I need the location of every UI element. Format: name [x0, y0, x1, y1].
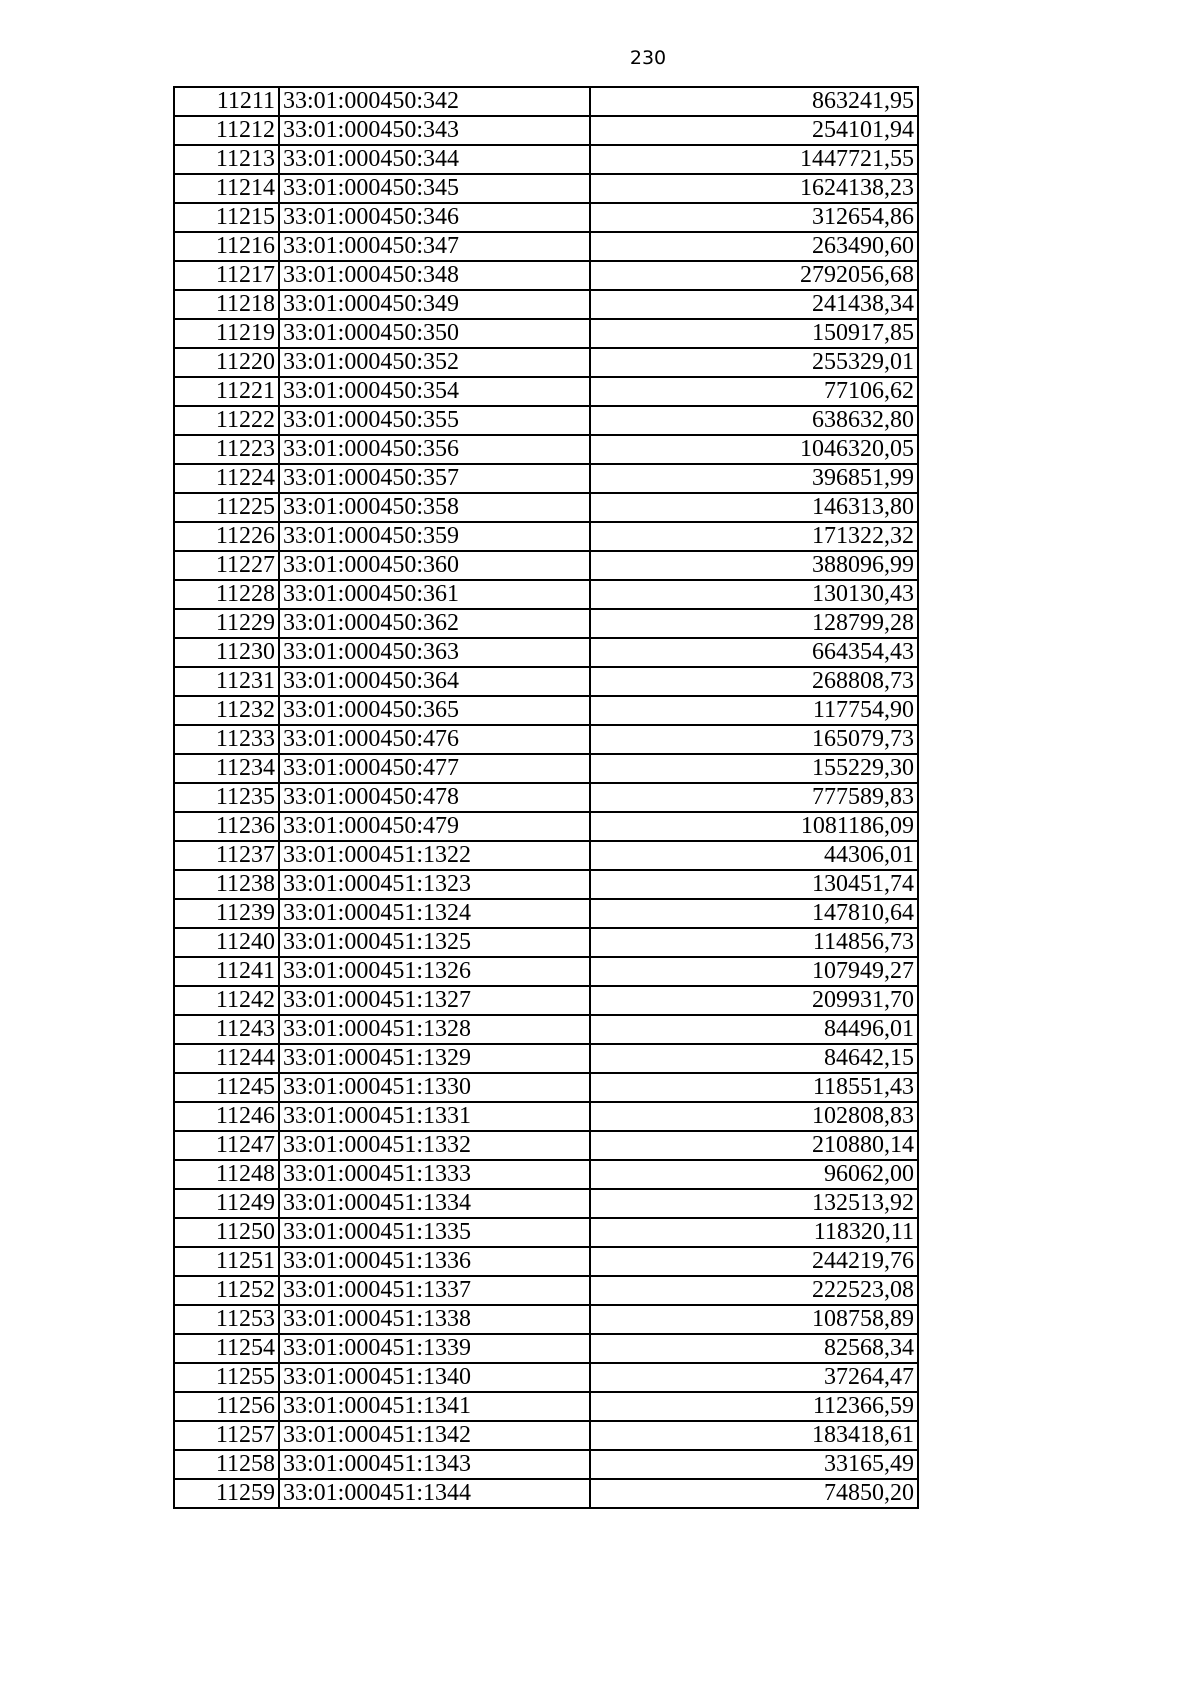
cadastral-number-cell: 33:01:000451:1324 — [279, 899, 590, 928]
row-number-cell: 11225 — [174, 493, 279, 522]
cadastral-value-cell: 112366,59 — [590, 1392, 918, 1421]
cadastral-number-cell: 33:01:000450:352 — [279, 348, 590, 377]
table-row — [174, 493, 918, 522]
cadastral-value-cell: 84642,15 — [590, 1044, 918, 1073]
table-row — [174, 232, 918, 261]
row-number-cell: 11227 — [174, 551, 279, 580]
cadastral-number-cell: 33:01:000450:346 — [279, 203, 590, 232]
cadastral-number-cell: 33:01:000450:477 — [279, 754, 590, 783]
table-row — [174, 841, 918, 870]
table-row — [174, 1160, 918, 1189]
table-row — [174, 406, 918, 435]
cadastral-number-cell: 33:01:000450:347 — [279, 232, 590, 261]
row-number-cell: 11234 — [174, 754, 279, 783]
row-number-cell: 11215 — [174, 203, 279, 232]
cadastral-value-cell: 130451,74 — [590, 870, 918, 899]
cadastral-number-cell: 33:01:000451:1322 — [279, 841, 590, 870]
table-row — [174, 116, 918, 145]
table-row — [174, 464, 918, 493]
table-row — [174, 1247, 918, 1276]
cadastral-value-cell: 863241,95 — [590, 87, 918, 116]
cadastral-number-cell: 33:01:000450:364 — [279, 667, 590, 696]
table-row — [174, 609, 918, 638]
cadastral-value-cell: 222523,08 — [590, 1276, 918, 1305]
row-number-cell: 11249 — [174, 1189, 279, 1218]
cadastral-number-cell: 33:01:000451:1340 — [279, 1363, 590, 1392]
table-row — [174, 1392, 918, 1421]
table-row — [174, 986, 918, 1015]
cadastral-number-cell: 33:01:000450:355 — [279, 406, 590, 435]
row-number-cell: 11258 — [174, 1450, 279, 1479]
cadastral-value-cell: 268808,73 — [590, 667, 918, 696]
row-number-cell: 11256 — [174, 1392, 279, 1421]
table-row — [174, 899, 918, 928]
table-row — [174, 522, 918, 551]
cadastral-value-cell: 1447721,55 — [590, 145, 918, 174]
row-number-cell: 11242 — [174, 986, 279, 1015]
row-number-cell: 11229 — [174, 609, 279, 638]
table-row — [174, 1073, 918, 1102]
cadastral-number-cell: 33:01:000451:1337 — [279, 1276, 590, 1305]
cadastral-value-cell: 77106,62 — [590, 377, 918, 406]
table-row — [174, 145, 918, 174]
row-number-cell: 11243 — [174, 1015, 279, 1044]
cadastral-number-cell: 33:01:000450:344 — [279, 145, 590, 174]
row-number-cell: 11219 — [174, 319, 279, 348]
cadastral-number-cell: 33:01:000450:362 — [279, 609, 590, 638]
row-number-cell: 11216 — [174, 232, 279, 261]
cadastral-value-cell: 1046320,05 — [590, 435, 918, 464]
table-row — [174, 1102, 918, 1131]
cadastral-number-cell: 33:01:000451:1343 — [279, 1450, 590, 1479]
cadastral-number-cell: 33:01:000450:358 — [279, 493, 590, 522]
row-number-cell: 11218 — [174, 290, 279, 319]
row-number-cell: 11239 — [174, 899, 279, 928]
table-row — [174, 957, 918, 986]
cadastral-number-cell: 33:01:000451:1327 — [279, 986, 590, 1015]
table-row — [174, 580, 918, 609]
table-row — [174, 1131, 918, 1160]
table-row — [174, 1305, 918, 1334]
page-number: 230 — [629, 47, 667, 69]
cadastral-value-cell: 44306,01 — [590, 841, 918, 870]
cadastral-number-cell: 33:01:000450:478 — [279, 783, 590, 812]
cadastral-number-cell: 33:01:000450:357 — [279, 464, 590, 493]
row-number-cell: 11223 — [174, 435, 279, 464]
table-row — [174, 348, 918, 377]
cadastral-value-cell: 155229,30 — [590, 754, 918, 783]
row-number-cell: 11226 — [174, 522, 279, 551]
row-number-cell: 11254 — [174, 1334, 279, 1363]
cadastral-value-cell: 312654,86 — [590, 203, 918, 232]
row-number-cell: 11231 — [174, 667, 279, 696]
row-number-cell: 11240 — [174, 928, 279, 957]
cadastral-value-cell: 37264,47 — [590, 1363, 918, 1392]
cadastral-value-cell: 777589,83 — [590, 783, 918, 812]
row-number-cell: 11255 — [174, 1363, 279, 1392]
cadastral-value-cell: 664354,43 — [590, 638, 918, 667]
cadastral-value-cell: 117754,90 — [590, 696, 918, 725]
cadastral-number-cell: 33:01:000450:350 — [279, 319, 590, 348]
cadastral-number-cell: 33:01:000451:1330 — [279, 1073, 590, 1102]
cadastral-number-cell: 33:01:000451:1325 — [279, 928, 590, 957]
cadastral-number-cell: 33:01:000450:361 — [279, 580, 590, 609]
table-row — [174, 1218, 918, 1247]
table-row — [174, 1479, 918, 1508]
row-number-cell: 11221 — [174, 377, 279, 406]
cadastral-value-cell: 396851,99 — [590, 464, 918, 493]
cadastral-number-cell: 33:01:000450:360 — [279, 551, 590, 580]
cadastral-number-cell: 33:01:000450:345 — [279, 174, 590, 203]
table-row — [174, 812, 918, 841]
cadastral-number-cell: 33:01:000451:1334 — [279, 1189, 590, 1218]
table-row — [174, 435, 918, 464]
cadastral-value-cell: 255329,01 — [590, 348, 918, 377]
cadastral-value-cell: 150917,85 — [590, 319, 918, 348]
cadastral-value-cell: 130130,43 — [590, 580, 918, 609]
table-row — [174, 1363, 918, 1392]
cadastral-number-cell: 33:01:000451:1326 — [279, 957, 590, 986]
row-number-cell: 11214 — [174, 174, 279, 203]
row-number-cell: 11212 — [174, 116, 279, 145]
table-row — [174, 725, 918, 754]
cadastral-number-cell: 33:01:000451:1328 — [279, 1015, 590, 1044]
cadastral-number-cell: 33:01:000450:363 — [279, 638, 590, 667]
cadastral-value-cell: 118551,43 — [590, 1073, 918, 1102]
cadastral-value-cell: 254101,94 — [590, 116, 918, 145]
cadastral-value-cell: 209931,70 — [590, 986, 918, 1015]
row-number-cell: 11247 — [174, 1131, 279, 1160]
cadastral-number-cell: 33:01:000450:349 — [279, 290, 590, 319]
table-row — [174, 261, 918, 290]
table-row — [174, 1044, 918, 1073]
cadastral-value-cell: 2792056,68 — [590, 261, 918, 290]
row-number-cell: 11245 — [174, 1073, 279, 1102]
cadastral-number-cell: 33:01:000450:348 — [279, 261, 590, 290]
row-number-cell: 11213 — [174, 145, 279, 174]
cadastral-value-table — [173, 86, 919, 1509]
row-number-cell: 11222 — [174, 406, 279, 435]
row-number-cell: 11224 — [174, 464, 279, 493]
cadastral-value-cell: 82568,34 — [590, 1334, 918, 1363]
cadastral-value-cell: 244219,76 — [590, 1247, 918, 1276]
row-number-cell: 11253 — [174, 1305, 279, 1334]
table-row — [174, 1189, 918, 1218]
row-number-cell: 11252 — [174, 1276, 279, 1305]
row-number-cell: 11211 — [174, 87, 279, 116]
cadastral-value-cell: 1624138,23 — [590, 174, 918, 203]
cadastral-number-cell: 33:01:000450:356 — [279, 435, 590, 464]
table-row — [174, 1334, 918, 1363]
row-number-cell: 11244 — [174, 1044, 279, 1073]
table-body — [174, 87, 918, 1508]
cadastral-value-cell: 102808,83 — [590, 1102, 918, 1131]
table-row — [174, 870, 918, 899]
cadastral-value-cell: 118320,11 — [590, 1218, 918, 1247]
cadastral-value-cell: 146313,80 — [590, 493, 918, 522]
table-row — [174, 551, 918, 580]
cadastral-number-cell: 33:01:000451:1333 — [279, 1160, 590, 1189]
row-number-cell: 11228 — [174, 580, 279, 609]
row-number-cell: 11241 — [174, 957, 279, 986]
table-row — [174, 377, 918, 406]
table-row — [174, 1276, 918, 1305]
row-number-cell: 11217 — [174, 261, 279, 290]
table-row — [174, 290, 918, 319]
cadastral-value-cell: 638632,80 — [590, 406, 918, 435]
cadastral-value-cell: 147810,64 — [590, 899, 918, 928]
cadastral-value-cell: 108758,89 — [590, 1305, 918, 1334]
row-number-cell: 11230 — [174, 638, 279, 667]
table-row — [174, 754, 918, 783]
cadastral-number-cell: 33:01:000451:1335 — [279, 1218, 590, 1247]
cadastral-value-cell: 128799,28 — [590, 609, 918, 638]
cadastral-number-cell: 33:01:000451:1331 — [279, 1102, 590, 1131]
cadastral-number-cell: 33:01:000451:1332 — [279, 1131, 590, 1160]
cadastral-value-cell: 388096,99 — [590, 551, 918, 580]
row-number-cell: 11220 — [174, 348, 279, 377]
cadastral-number-cell: 33:01:000450:476 — [279, 725, 590, 754]
row-number-cell: 11248 — [174, 1160, 279, 1189]
cadastral-value-cell: 114856,73 — [590, 928, 918, 957]
cadastral-value-cell: 84496,01 — [590, 1015, 918, 1044]
cadastral-number-cell: 33:01:000451:1336 — [279, 1247, 590, 1276]
cadastral-value-cell: 183418,61 — [590, 1421, 918, 1450]
row-number-cell: 11235 — [174, 783, 279, 812]
cadastral-number-cell: 33:01:000451:1338 — [279, 1305, 590, 1334]
cadastral-value-cell: 74850,20 — [590, 1479, 918, 1508]
row-number-cell: 11236 — [174, 812, 279, 841]
cadastral-number-cell: 33:01:000450:343 — [279, 116, 590, 145]
row-number-cell: 11251 — [174, 1247, 279, 1276]
cadastral-number-cell: 33:01:000451:1339 — [279, 1334, 590, 1363]
cadastral-value-cell: 210880,14 — [590, 1131, 918, 1160]
table-row — [174, 319, 918, 348]
table-row — [174, 87, 918, 116]
table-row — [174, 174, 918, 203]
cadastral-number-cell: 33:01:000451:1323 — [279, 870, 590, 899]
row-number-cell: 11250 — [174, 1218, 279, 1247]
row-number-cell: 11259 — [174, 1479, 279, 1508]
cadastral-number-cell: 33:01:000451:1329 — [279, 1044, 590, 1073]
table-row — [174, 638, 918, 667]
cadastral-number-cell: 33:01:000450:359 — [279, 522, 590, 551]
table-row — [174, 1421, 918, 1450]
row-number-cell: 11233 — [174, 725, 279, 754]
cadastral-value-cell: 107949,27 — [590, 957, 918, 986]
row-number-cell: 11232 — [174, 696, 279, 725]
cadastral-number-cell: 33:01:000451:1342 — [279, 1421, 590, 1450]
table-row — [174, 1450, 918, 1479]
cadastral-value-cell: 165079,73 — [590, 725, 918, 754]
table-row — [174, 928, 918, 957]
cadastral-number-cell: 33:01:000451:1341 — [279, 1392, 590, 1421]
cadastral-number-cell: 33:01:000450:365 — [279, 696, 590, 725]
cadastral-value-cell: 1081186,09 — [590, 812, 918, 841]
cadastral-number-cell: 33:01:000451:1344 — [279, 1479, 590, 1508]
cadastral-value-cell: 96062,00 — [590, 1160, 918, 1189]
cadastral-value-cell: 132513,92 — [590, 1189, 918, 1218]
table-row — [174, 667, 918, 696]
table-row — [174, 696, 918, 725]
cadastral-value-cell: 241438,34 — [590, 290, 918, 319]
cadastral-value-cell: 171322,32 — [590, 522, 918, 551]
row-number-cell: 11257 — [174, 1421, 279, 1450]
table-row — [174, 203, 918, 232]
cadastral-value-cell: 263490,60 — [590, 232, 918, 261]
row-number-cell: 11237 — [174, 841, 279, 870]
cadastral-value-cell: 33165,49 — [590, 1450, 918, 1479]
cadastral-number-cell: 33:01:000450:354 — [279, 377, 590, 406]
table-row — [174, 783, 918, 812]
row-number-cell: 11246 — [174, 1102, 279, 1131]
table-row — [174, 1015, 918, 1044]
cadastral-number-cell: 33:01:000450:342 — [279, 87, 590, 116]
cadastral-number-cell: 33:01:000450:479 — [279, 812, 590, 841]
row-number-cell: 11238 — [174, 870, 279, 899]
